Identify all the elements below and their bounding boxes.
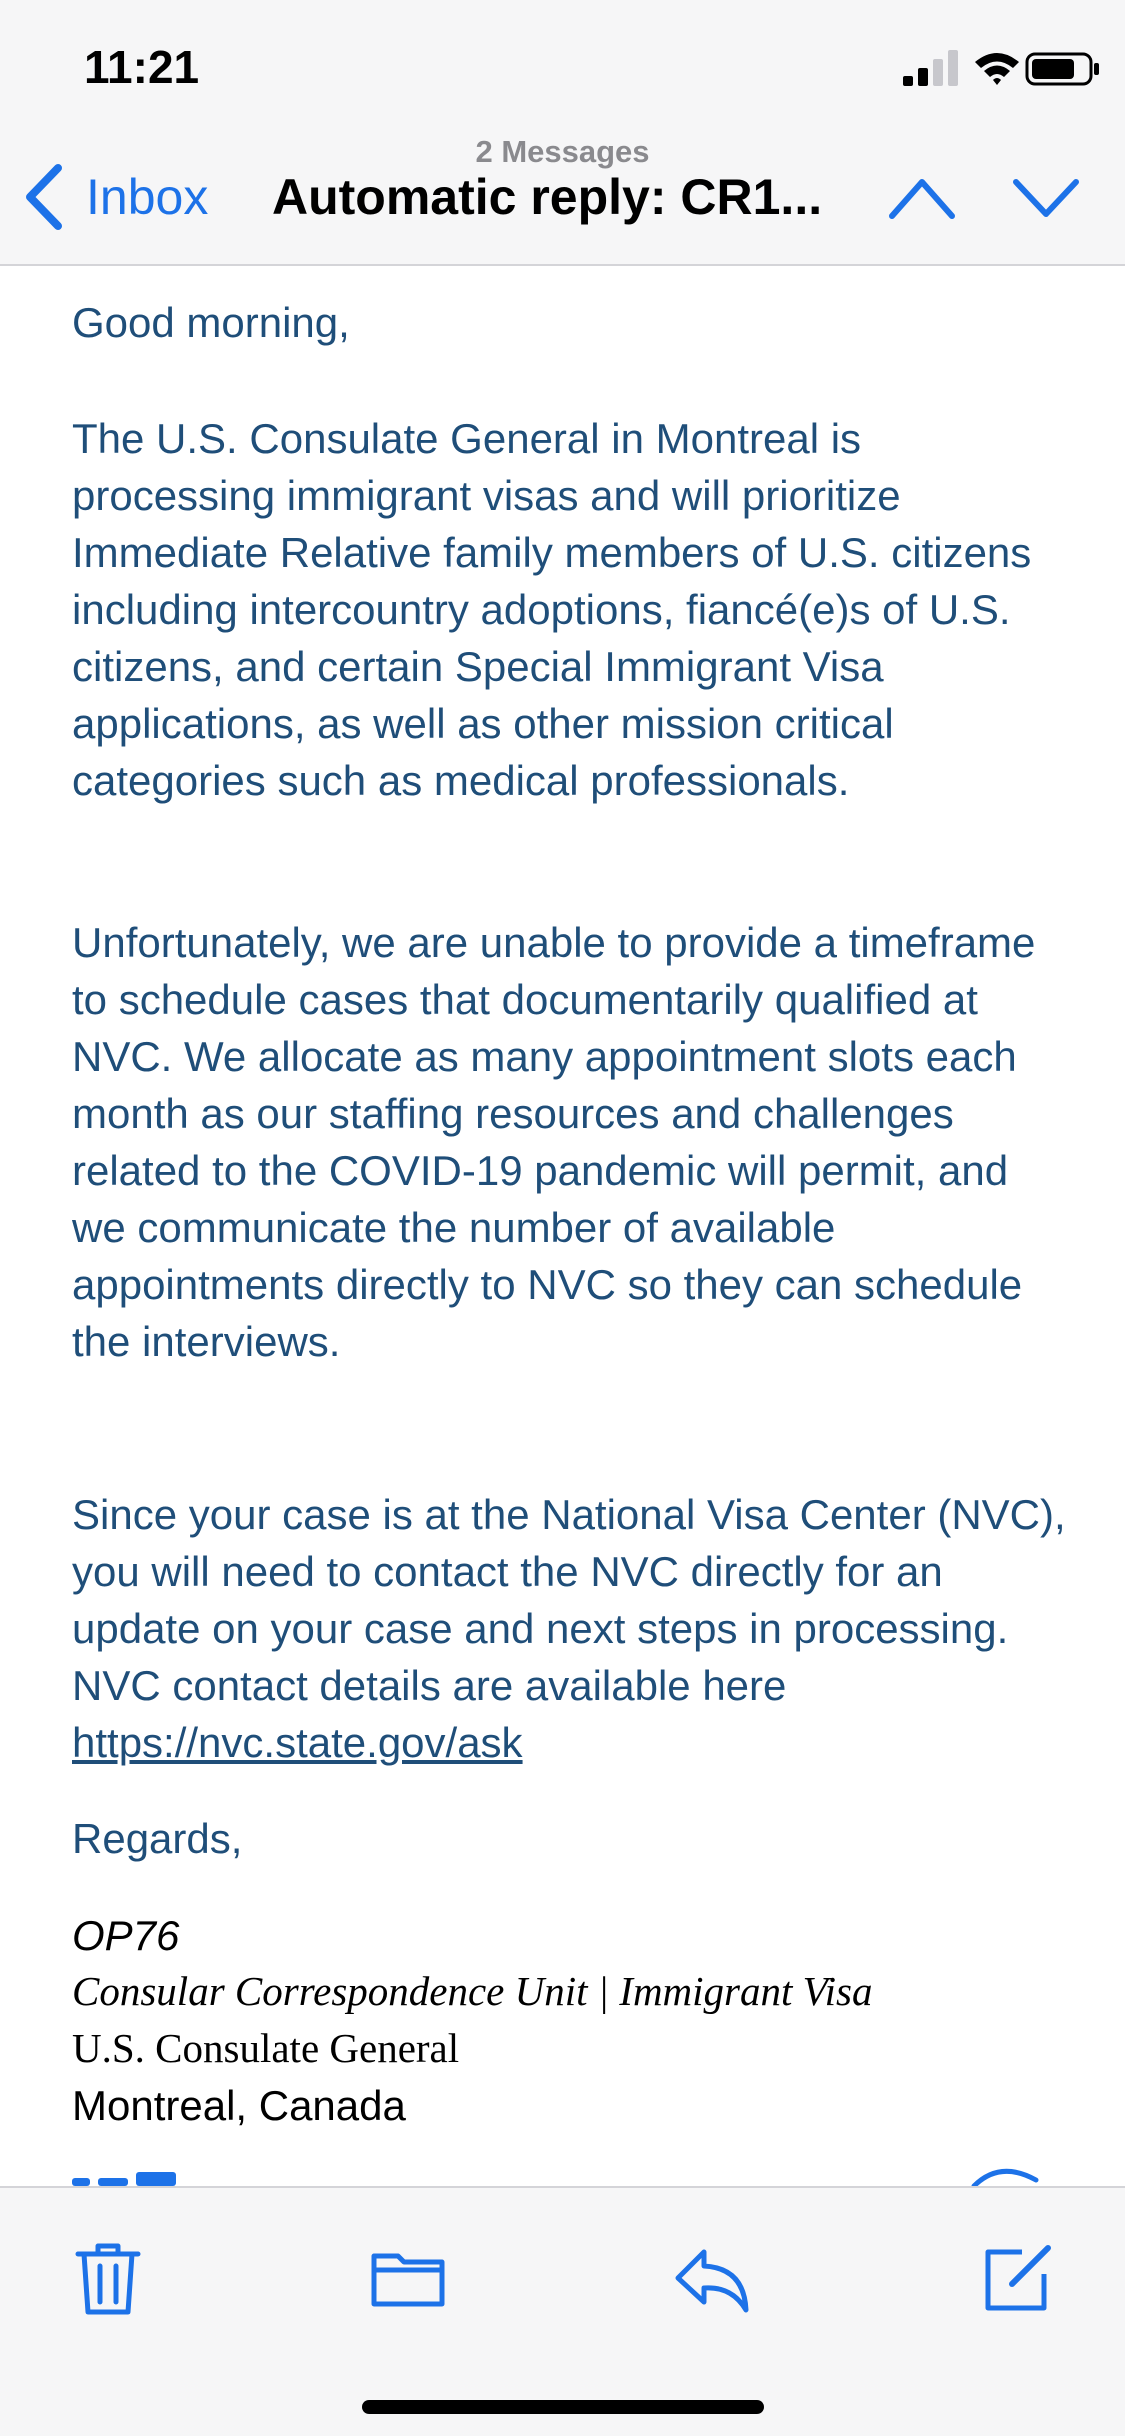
see-more-link-peek bbox=[72, 2168, 192, 2186]
chevron-up-icon[interactable] bbox=[886, 172, 958, 224]
paragraph-consulate-processing: The U.S. Consulate General in Montreal is processing immigrant visas and will prioritize Immediate Relative family members of U.S. citizens including intercountry adoptions, fiancé(e)s of U.S. citizens, and certain Special Immigrant Visa applications, as well as other mission critical categories such as medical professionals. bbox=[72, 415, 1032, 804]
email-body bbox=[72, 264, 1072, 2186]
folder-icon[interactable] bbox=[368, 2238, 448, 2318]
chevron-left-icon bbox=[24, 164, 64, 230]
signature-unit: Consular Correspondence Unit | Immigrant Visa bbox=[72, 1968, 873, 2014]
cellular-signal-icon bbox=[903, 50, 963, 86]
back-label: Inbox bbox=[86, 169, 209, 225]
wifi-icon bbox=[973, 50, 1021, 86]
message-count: 2 Messages bbox=[475, 134, 650, 169]
bottom-toolbar bbox=[0, 2186, 1125, 2436]
paragraph-nvc-contact bbox=[72, 1486, 1072, 1771]
reply-icon[interactable] bbox=[672, 2238, 752, 2318]
status-time: 11:21 bbox=[84, 41, 200, 93]
paragraph-timeframe: Unfortunately, we are unable to provide a timeframe to schedule cases that documentarily qualified at NVC. We allocate as many appointment slots each month as our staffing resources and challenges related to the COVID-19 pandemic will permit, and we communicate the number of available appointments directly to NVC so they can schedule the interviews. bbox=[72, 919, 1036, 1365]
back-to-inbox-button[interactable] bbox=[24, 162, 208, 232]
compose-icon[interactable] bbox=[978, 2238, 1058, 2318]
signature-city: Montreal, Canada bbox=[72, 2082, 406, 2129]
nvc-ask-link[interactable]: https://nvc.state.gov/ask bbox=[72, 1719, 523, 1766]
closing: Regards, bbox=[72, 1815, 243, 1862]
reply-icon-peek bbox=[970, 2158, 1040, 2186]
home-indicator[interactable] bbox=[362, 2400, 764, 2414]
paragraph-nvc-text: Since your case is at the National Visa Center (NVC), you will need to contact the NVC directly for an update on your case and next steps in processing. NVC contact details are available here bbox=[72, 1491, 1066, 1709]
thread-title: Automatic reply: CR1... bbox=[272, 169, 823, 225]
battery-icon bbox=[1025, 52, 1101, 86]
signature-organization: U.S. Consulate General bbox=[72, 2025, 460, 2071]
greeting: Good morning, bbox=[72, 299, 350, 346]
signature-code: OP76 bbox=[72, 1912, 180, 1959]
top-bar bbox=[0, 0, 1125, 266]
chevron-down-icon[interactable] bbox=[1010, 172, 1082, 224]
trash-icon[interactable] bbox=[68, 2238, 148, 2318]
